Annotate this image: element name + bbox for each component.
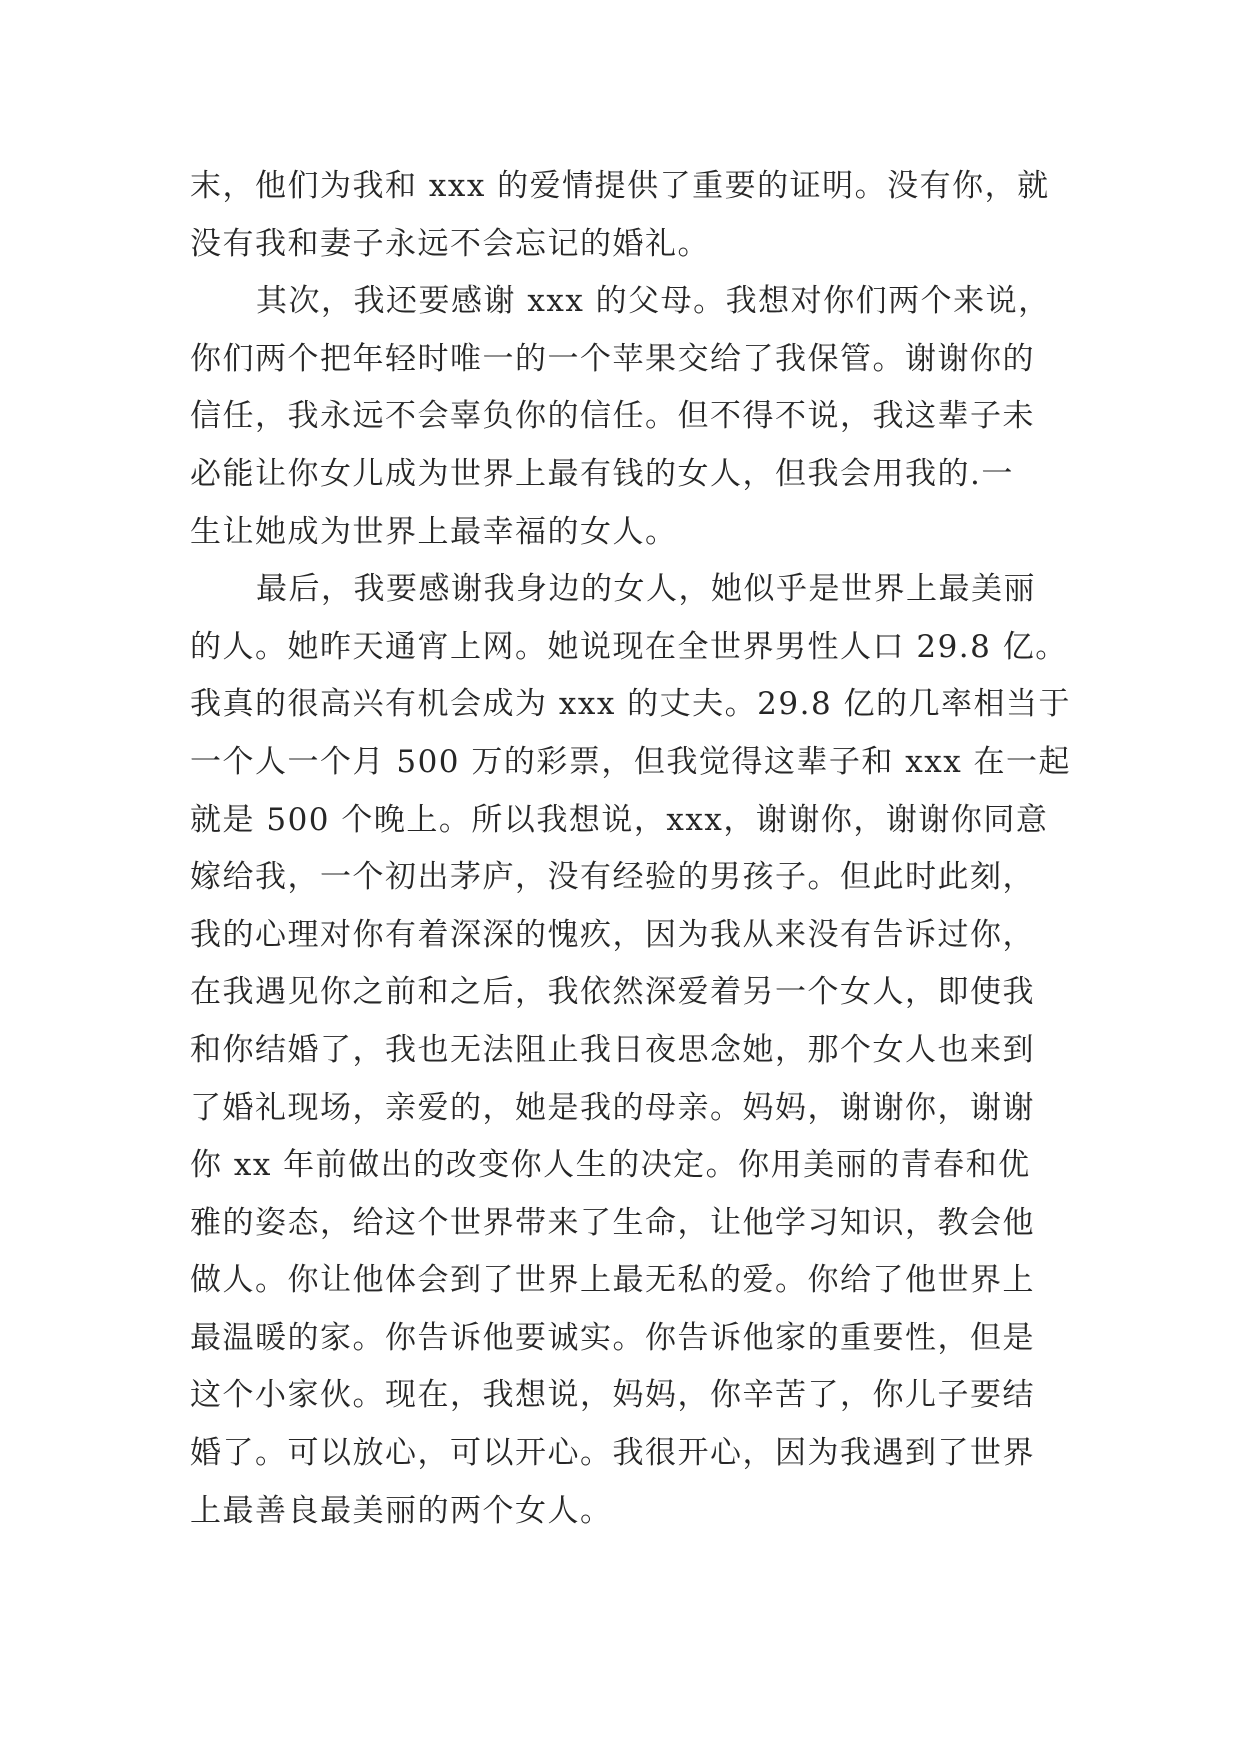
text-line: 嫁给我，一个初出茅庐，没有经验的男孩子。但此时此刻， bbox=[190, 859, 1035, 896]
text-line: 和你结婚了，我也无法阻止我日夜思念她，那个女人也来到 bbox=[190, 1031, 1035, 1068]
text-line: 雅的姿态，给这个世界带来了生命，让他学习知识，教会他 bbox=[190, 1204, 1035, 1241]
text-line: 没有我和妻子永远不会忘记的婚礼。 bbox=[190, 225, 710, 262]
text-line: 就是 500 个晚上。所以我想说，xxx，谢谢你，谢谢你同意 bbox=[190, 801, 1049, 838]
text-line: 在我遇见你之前和之后，我依然深爱着另一个女人，即使我 bbox=[190, 974, 1035, 1011]
text-line: 信任，我永远不会辜负你的信任。但不得不说，我这辈子未 bbox=[190, 398, 1035, 435]
text-line: 婚了。可以放心，可以开心。我很开心，因为我遇到了世界 bbox=[190, 1435, 1035, 1472]
text-line: 一个人一个月 500 万的彩票，但我觉得这辈子和 xxx 在一起 bbox=[190, 743, 1072, 780]
text-line: 最温暖的家。你告诉他要诚实。你告诉他家的重要性，但是 bbox=[190, 1319, 1035, 1356]
text-line: 这个小家伙。现在，我想说，妈妈，你辛苦了，你儿子要结 bbox=[190, 1377, 1035, 1414]
text-line: 的人。她昨天通宵上网。她说现在全世界男性人口 29.8 亿。 bbox=[190, 628, 1068, 665]
text-line: 我的心理对你有着深深的愧疚，因为我从来没有告诉过你， bbox=[190, 916, 1035, 953]
text-line: 末，他们为我和 xxx 的爱情提供了重要的证明。没有你，就 bbox=[190, 168, 1050, 204]
text-line: 了婚礼现场，亲爱的，她是我的母亲。妈妈，谢谢你，谢谢 bbox=[190, 1089, 1035, 1126]
text-line: 你们两个把年轻时唯一的一个苹果交给了我保管。谢谢你的 bbox=[190, 340, 1035, 377]
text-line: 我真的很高兴有机会成为 xxx 的丈夫。29.8 亿的几率相当于 bbox=[190, 686, 1072, 723]
paragraph-start-line: 其次，我还要感谢 xxx 的父母。我想对你们两个来说， bbox=[256, 283, 1051, 320]
text-line: 生让她成为世界上最幸福的女人。 bbox=[190, 513, 678, 550]
text-line: 做人。你让他体会到了世界上最无私的爱。你给了他世界上 bbox=[190, 1262, 1035, 1299]
paragraph-start-line: 最后，我要感谢我身边的女人，她似乎是世界上最美丽 bbox=[256, 571, 1036, 608]
text-line: 你 xx 年前做出的改变你人生的决定。你用美丽的青春和优 bbox=[190, 1147, 1031, 1184]
document-body bbox=[190, 158, 1070, 1540]
text-line: 必能让你女儿成为世界上最有钱的女人，但我会用我的.一 bbox=[190, 455, 1014, 492]
text-line: 上最善良最美丽的两个女人。 bbox=[190, 1492, 613, 1529]
